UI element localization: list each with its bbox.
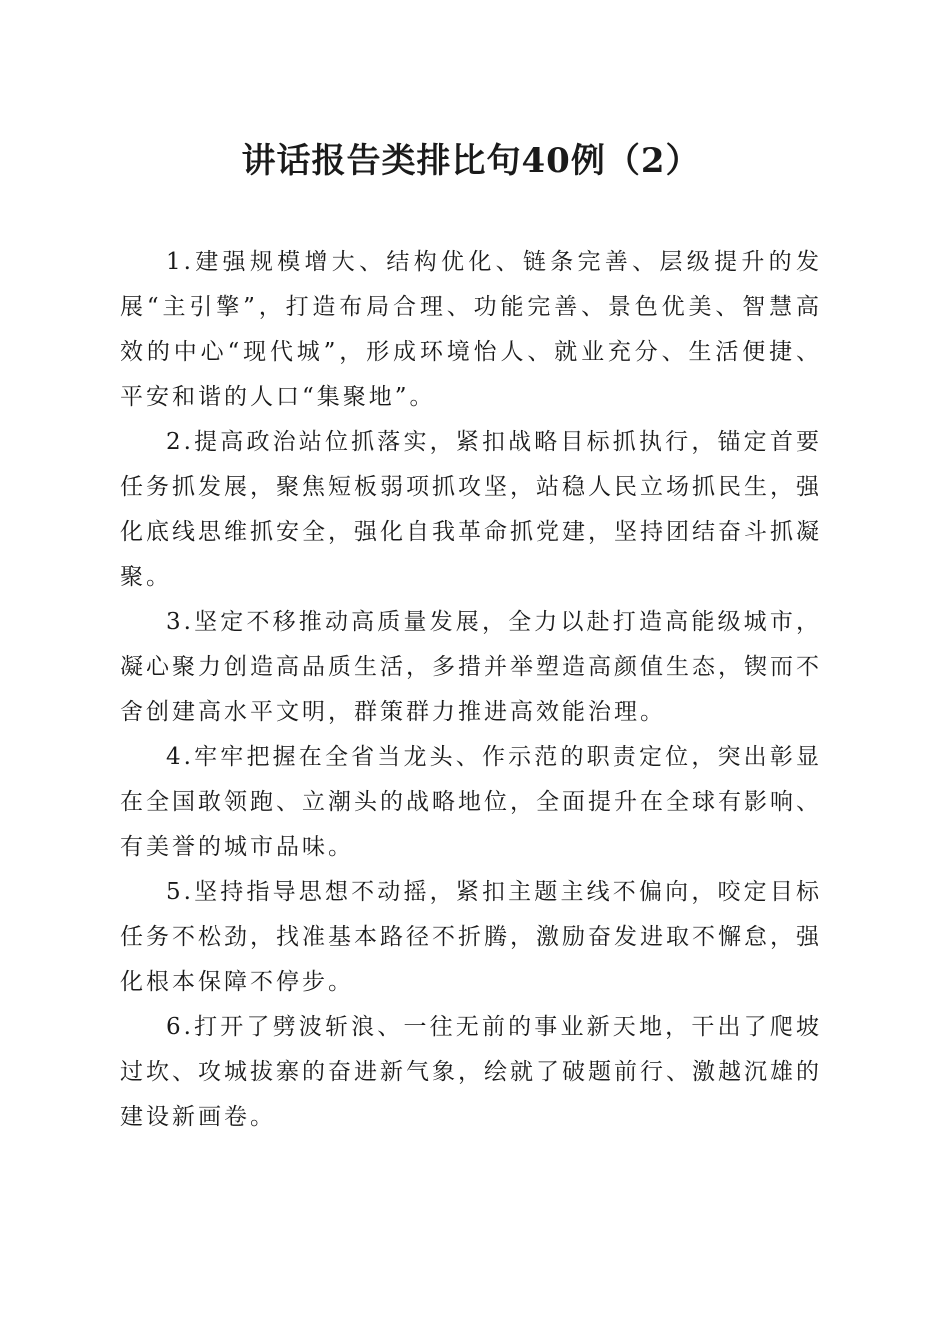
paragraph-5: 5.坚持指导思想不动摇，紧扣主题主线不偏向，咬定目标任务不松劲，找准基本路径不折腾，激励奋发进取不懈怠，强化根本保障不停步。 xyxy=(120,879,822,995)
paragraph-4: 4.牢牢把握在全省当龙头、作示范的职责定位，突出彰显在全国敢领跑、立潮头的战略地位，全面提升在全球有影响、有美誉的城市品味。 xyxy=(120,744,822,860)
paragraph-1: 1.建强规模增大、结构优化、链条完善、层级提升的发展“主引擎”，打造布局合理、功能完善、景色优美、智慧高效的中心“现代城”，形成环境怡人、就业充分、生活便捷、平安和谐的人口“集聚地”。 xyxy=(120,249,822,410)
paragraph-3: 3.坚定不移推动高质量发展，全力以赴打造高能级城市，凝心聚力创造高品质生活，多措并举塑造高颜值生态，锲而不舍创建高水平文明，群策群力推进高效能治理。 xyxy=(120,609,822,725)
paragraph-2: 2.提高政治站位抓落实，紧扣战略目标抓执行，锚定首要任务抓发展，聚焦短板弱项抓攻坚，站稳人民立场抓民生，强化底线思维抓安全，强化自我革命抓党建，坚持团结奋斗抓凝聚。 xyxy=(120,429,822,590)
paragraph-6: 6.打开了劈波斩浪、一往无前的事业新天地，干出了爬坡过坎、攻城拔寨的奋进新气象，绘就了破题前行、激越沉雄的建设新画卷。 xyxy=(120,1014,822,1130)
document-title: 讲话报告类排比句40例（2） xyxy=(241,141,701,181)
